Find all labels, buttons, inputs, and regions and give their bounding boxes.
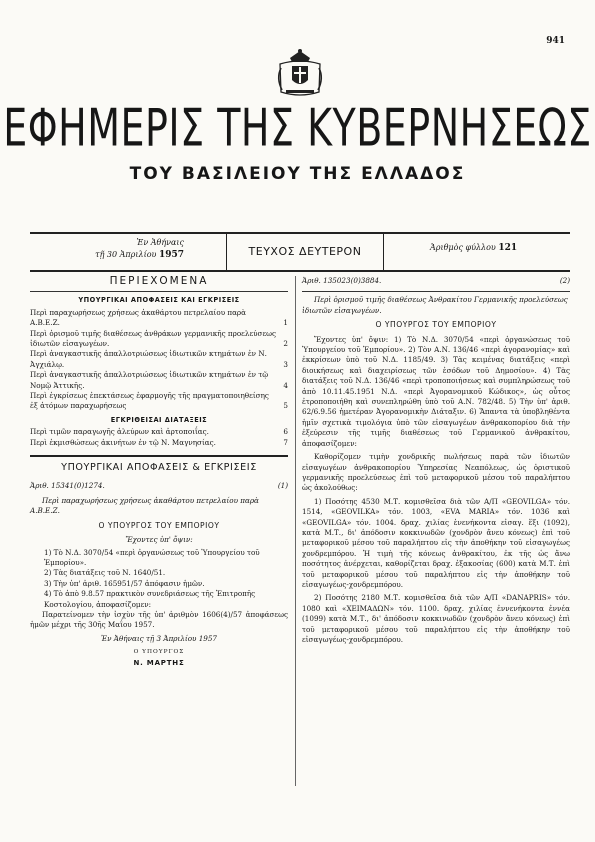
divider [30, 291, 288, 292]
toc-item[interactable]: Περὶ παραχωρήσεως χρήσεως ἀκαθάρτου πετρελαίου παρὰ Α.Β.Ε.Ζ. 1 [30, 307, 288, 328]
right-column [302, 276, 570, 648]
column-divider [295, 276, 296, 786]
divider [30, 455, 288, 457]
decision-paragraph-2: 2) Ποσότης 2180 Μ.Τ. κομισθεῖσα διὰ τῶν Α/Π «DANAPRIS» τόν. 1080 καὶ «ΧΕΙΜΑΔΩΝ» τόν. 1100. δραχ. χιλίας ἐννενήκοντα ἐννέα (1099) κατὰ Μ.Τ., δι' ἀπόδοσιν κοκκινωδῶν (χονδρὸν ἄνευ κόνεως) ἐπὶ τοῦ μεταφορικοῦ μέσου τοῦ παραλήπτου εἰς τὴν ἀποθήκην τοῦ εἰσαγωγέως-χονδρεμπόρου. [302, 593, 570, 644]
decision-ref [302, 276, 570, 286]
preamble-item: 4) Τὸ ἀπὸ 9.8.57 πρακτικὸν συνεδριάσεως τῆς Ἐπιτροπῆς Κοστολογίου, ἀποφασίζομεν: [44, 589, 256, 609]
gazette-title: ΕΦΗΜΕΡΙΣ ΤΗΣ ΚΥΒΕΡΝΗΣΕΩΣ [3, 98, 592, 158]
issue-year: 1957 [158, 250, 184, 260]
sheet-number: 121 [498, 243, 518, 253]
masthead [0, 96, 595, 184]
toc-item[interactable]: Περὶ ἐγκρίσεως ἐπεκτάσεως ἐφαρμογῆς τῆς πραγματοποιηθείσης ἐξ ἀτόμων παραχωρήσεως 5 [30, 391, 288, 411]
decision-index: (2) [559, 276, 570, 285]
gazette-subtitle: ΤΟΥ ΒΑΣΙΛΕΙΟΥ ΤΗΣ ΕΛΛΑΔΟΣ [129, 164, 466, 184]
issue-date: τῇ 30 Ἀπριλίου [95, 250, 157, 259]
page-number: 941 [546, 36, 565, 46]
divider [302, 291, 570, 292]
toc-item[interactable]: Περὶ ἀναγκαστικῆς ἀπαλλοτριώσεως ἰδιωτικῶν κτημάτων ἐν Ν. Ἀγχιάλῳ. 3 [30, 349, 288, 369]
toc-item[interactable]: Περὶ ἀναγκαστικῆς ἀπαλλοτριώσεως ἰδιωτικῶν κτημάτων ἐν τῷ Νομῷ Ἀττικῆς. 4 [30, 370, 288, 390]
decision-date: Ἐν Ἀθήναις τῇ 3 Ἀπριλίου 1957 [101, 633, 217, 643]
preamble-text: Ἔχοντες ὑπ' ὄψιν: 1) Τὸ Ν.Δ. 3070/54 «περὶ ὀργανώσεως τοῦ Ὑπουργείου τοῦ Ἐμπορίου». 2) Τὸν Α.Ν. 136/46 «περὶ ἀγορανομίας» καὶ ἐκκρίσεων ὑπὸ τοῦ Ν.Δ. 1185/49. 3) Τὰς κειμένας διατάξεις «περὶ διοικήσεως καὶ διαχειρίσεως τῶν ἐσόδων τοῦ Δημοσίου». 4) Τὰς διατάξεις τοῦ Ν.Δ. 136/46 «περὶ τροποποιήσεως καὶ συμπληρώσεως τοῦ ἀπὸ 10.11.45.1951 Ν.Δ. «περὶ Ἀγορανομικοῦ Κώδικος», ὡς οὗτος ἐτροποποιήθη καὶ συνεπληρώθη ὑπὸ τοῦ Α.Ν. 782/48. 5) Τὴν ὑπ' ἀριθ. 62/6.9.56 ἡμετέραν Ἀγορανομικὴν Διάταξιν. 6) Ἅπαντα τὰ ὑποβληθέντα ἡμῖν σχετικὰ τιμολόγια ὑπὸ τῶν εἰσαγωγέων ἀνθρακοπορίου διὰ τὴν ἐξεύρεσιν τῆς τιμῆς διαθέσεως τοῦ Γερμανικοῦ ἀνθρακίτου, ἀποφασίζομεν: [302, 334, 570, 448]
left-column [30, 276, 288, 668]
toc-item[interactable]: Περὶ τιμῶν παραγωγῆς ἀλεύρων καὶ ἀρτοποιΐας. 6 [30, 427, 288, 437]
issue-bar [30, 232, 570, 272]
signatory-title: Ο ΥΠΟΥΡΓΟΣ [133, 649, 185, 656]
having-regard: Ἔχοντες ὑπ' ὄψιν: [125, 535, 193, 545]
issue-series: ΤΕΥΧΟΣ ΔΕΥΤΕΡΟΝ [226, 234, 384, 270]
issue-sheet [430, 243, 517, 253]
sheet-label: Ἀριθμὸς φύλλου [430, 243, 496, 252]
issue-place-date [44, 237, 184, 261]
decision-subject: Περὶ ὁρισμοῦ τιμῆς διαθέσεως Ἀνθρακίτου Γερμανικῆς προελεύσεως ἰδιωτῶν εἰσαγωγέων. [302, 295, 568, 315]
decision-ref-number: Ἀριθ. 135023(0)3884. [302, 276, 382, 285]
issue-place: Ἐν Ἀθήναις [136, 238, 184, 247]
decision-index: (1) [277, 480, 288, 490]
decision-paragraph-1: 1) Ποσότης 4530 Μ.Τ. κομισθεῖσα διὰ τῶν Α/Π «GEOVILGA» τόν. 1514, «GEOVILKA» τόν. 1003, «EVA MARIA» τόν. 1036 καὶ «GEOVILGA» τόν. 1004. δραχ. χιλίας ἑνενήκοντα εἰσαγ. ἕξι (1092), κατὰ Μ.Τ., δι' ἀπόδοσιν κοκκινωδῶν (χονδρὸν ἄνευ κόνεως) ἐπὶ τοῦ μεταφορικοῦ μέσου τοῦ παραλήπτου εἰς τὴν ἀποθήκην τοῦ εἰσαγωγέως χονδρεμπόρου. Ἡ τιμὴ τῆς κόνεως ἀνθρακίτου, ἐκ τῆς ὡς ἄνω ποσότητος ἀνέρχεται, καθορίζεται δραχ. ἐξακοσίας (600) κατὰ Μ.Τ. ἐπὶ τοῦ μεταφορικοῦ μέσου τοῦ παραλήπτου εἰς τὴν ἀποθήκην τοῦ εἰσαγωγέως-χονδρεμπόρου. [302, 496, 570, 589]
section-heading: ΥΠΟΥΡΓΙΚΑΙ ΑΠΟΦΑΣΕΙΣ & ΕΓΚΡΙΣΕΙΣ [61, 462, 257, 474]
preamble-item: 1) Τὸ Ν.Δ. 3070/54 «περὶ ὀργανώσεως τοῦ Ὑπουργείου τοῦ Ἐμπορίου». [44, 547, 260, 567]
decision-intro: Καθορίζομεν τιμὴν χονδρικῆς πωλήσεως παρὰ τῶν ἰδιωτῶν εἰσαγωγέων ἀνθρακοπορίου Ὑπηρεσίας Νεαπόλεως, ὡς ὁριστικοῦ γερμανικῆς προελεύσεως ἐπὶ τοῦ μεταφορικοῦ μέσου τοῦ παραλήπτου ὡς ἀκολούθως: [302, 452, 570, 493]
decision-ref [30, 481, 288, 491]
preamble-item: 2) Τὰς διατάξεις τοῦ Ν. 1640/51. [44, 568, 166, 578]
contents-section-decisions: ΥΠΟΥΡΓΙΚΑΙ ΑΠΟΦΑΣΕΙΣ ΚΑΙ ΕΓΚΡΙΣΕΙΣ [78, 296, 240, 305]
contents-title: ΠΕΡΙΕΧΟΜΕΝΑ [109, 275, 209, 287]
minister-heading: Ο ΥΠΟΥΡΓΟΣ ΤΟΥ ΕΜΠΟΡΙΟΥ [375, 320, 497, 330]
minister-heading: Ο ΥΠΟΥΡΓΟΣ ΤΟΥ ΕΜΠΟΡΙΟΥ [98, 520, 220, 530]
contents-section-provisions: ΕΓΚΡΙΘΕΙΣΑΙ ΔΙΑΤΑΞΕΙΣ [110, 415, 208, 424]
signatory-name: Ν. ΜΑΡΤΗΣ [133, 658, 185, 667]
preamble-item: 3) Τὴν ὑπ' ἀριθ. 165951/57 ἀπόφασιν ἡμῶν. [44, 578, 205, 588]
decision-text: Παρατείνομεν τὴν ἰσχὺν τῆς ὑπ' ἀριθμὸν 1606(4)/57 ἀποφάσεως ἡμῶν μέχρι τῆς 30ῆς Μαΐου 1957. [30, 609, 288, 630]
toc-item[interactable]: Περὶ ἐκμισθώσεως ἀκινήτων ἐν τῷ Ν. Μαγνησίας. 7 [30, 437, 288, 447]
decision-subject: Περὶ παραχωρήσεως χρήσεως ἀκαθάρτου πετρελαίου παρὰ Α.Β.Ε.Ζ. [30, 495, 259, 516]
decision-ref-number: Ἀριθ. 15341(0)1274. [30, 480, 105, 490]
toc-item[interactable]: Περὶ ὁρισμοῦ τιμῆς διαθέσεως ἀνθράκων γερμανικῆς προελεύσεως ἰδιωτῶν εἰσαγωγέων. 2 [30, 328, 288, 349]
royal-coat-of-arms-icon [272, 48, 328, 98]
